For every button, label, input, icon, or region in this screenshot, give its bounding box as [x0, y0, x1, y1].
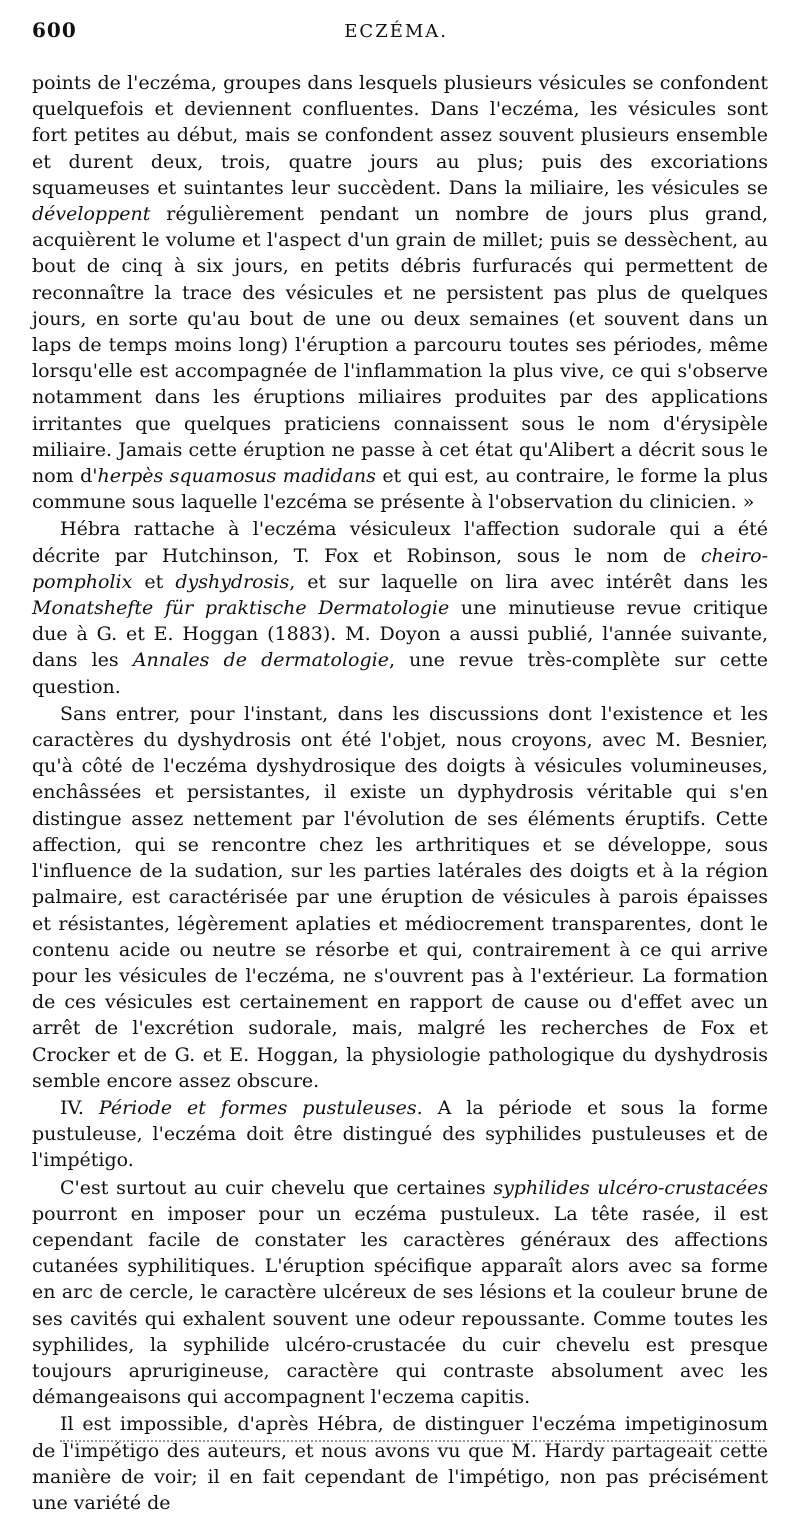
text-run: C'est surtout au cuir chevelu que certaines — [60, 1176, 494, 1199]
page-number: 600 — [32, 18, 77, 42]
text-run: Hébra rattache à l'eczéma vésiculeux l'affection sudorale qui a été décrite par Hutchinson, T. Fox et Robinson, sous le nom de — [32, 518, 768, 567]
text-run: une minutieuse revue critique due à G. et E. Hoggan (1883). M. Doyon a aussi publié, l'année suivante, dans les — [32, 597, 768, 672]
text-run: A la période et sous la forme pustuleuse, l'eczéma doit être distingué des syphilides pustuleuses et de l'impétigo. — [32, 1096, 769, 1172]
running-title: ECZÉMA. — [344, 21, 448, 42]
italic-text: syphilides ulcéro-crustacées — [493, 1176, 768, 1199]
paragraph — [32, 70, 768, 515]
body-text — [32, 70, 768, 1516]
text-run: régulièrement pendant un nombre de jours plus grand, acquièrent le volume et l'aspect d'un grain de millet; puis se dessèchent, au bout de cinq à six jours, en petits débris furfuracés qui permettent de reconnaître la trace des vésicules et ne persistent pas plus de quelques jours, en sorte qu'au bout de une ou deux semaines (et souvent dans un laps de temps moins long) l'éruption a parcouru toutes ses périodes, même lorsqu'elle est accompagnée de l'inflammation la plus vive, ce qui s'observe notamment dans les éruptions miliaires produites par des applications irritantes que quelques praticiens connaissent sous le nom d'érysipèle miliaire. Jamais cette éruption ne passe à cet état qu'Alibert a décrit sous le nom d' — [32, 203, 768, 488]
text-run: pourront en imposer pour un eczéma pustuleux. La tête rasée, il est cependant facile de constater les caractères généraux des affections cutanées syphilitiques. L'éruption spécifique apparaît alors avec sa forme en arc de cercle, le caractère ulcéreux de ses lésions et la couleur brune de ses cavités qui exhalent souvent une odeur repoussante. Comme toutes les syphilides, la syphilide ulcéro-crustacée du cuir chevelu est presque toujours aprurigineuse, caractère qui contraste absolument avec les démangeaisons qui accompagnent l'eczema capitis. — [32, 1202, 768, 1409]
italic-text: Monatshefte für praktische Dermatologie — [32, 597, 450, 620]
book-page — [32, 18, 768, 1517]
text-run: et — [132, 570, 176, 593]
text-run: IV. — [60, 1096, 99, 1119]
italic-text: dyshydrosis — [175, 570, 290, 593]
page-header — [32, 18, 768, 62]
italic-text: Annales de dermatologie — [132, 649, 389, 672]
italic-text: cheiro-pompholix — [32, 544, 768, 593]
italic-text: développent — [32, 203, 151, 226]
italic-text: Période et formes pustuleuses. — [98, 1096, 423, 1119]
paragraph — [32, 1411, 768, 1516]
text-run: , et sur laquelle on lira avec intérêt dans les — [289, 570, 768, 593]
paragraph — [32, 1175, 768, 1411]
paragraph — [32, 1095, 768, 1174]
footer-rule — [60, 1440, 765, 1442]
text-run: et qui est, au contraire, le forme la plus commune sous laquelle l'ezcéma se présente à l'observation du clinicien. » — [32, 465, 768, 514]
text-run: points de l'eczéma, groupes dans lesquels plusieurs vésicules se confondent quelquefois et deviennent confluentes. Dans l'eczéma, les vésicules sont fort petites au début, mais se confondent assez souvent plusieurs ensemble et durent deux, trois, quatre jours au plus; puis des excoriations squameuses et suintantes leur succèdent. Dans la miliaire, les vésicules se — [32, 72, 768, 199]
paragraph — [32, 516, 768, 699]
text-run: Il est impossible, d'après Hébra, de distinguer l'eczéma impetiginosum de l'impétigo des auteurs, et nous avons vu que M. Hardy partageait cette manière de voir; il en fait cependant de l'impétigo, non pas précisément une variété de — [32, 1413, 768, 1514]
paragraph — [32, 701, 768, 1094]
text-run: , une revue très-complète sur cette question. — [32, 649, 768, 698]
italic-text: herpès squamosus madidans — [97, 465, 376, 488]
text-run: Sans entrer, pour l'instant, dans les discussions dont l'existence et les caractères du dyshydrosis ont été l'objet, nous croyons, avec M. Besnier, qu'à côté de l'eczéma dyshydrosique des doigts à vésicules volumineuses, enchâssées et persistantes, il existe un dyphydrosis véritable qui s'en distingue assez nettement par l'évolution de ses éléments éruptifs. Cette affection, qui se rencontre chez les arthritiques et se développe, sous l'influence de la sudation, sur les parties latérales des doigts et à la région palmaire, est caractérisée par une éruption de vésicules à parois épaisses et résistantes, légèrement aplaties et médiocrement transparentes, dont le contenu acide ou neutre se résorbe et qui, contrairement à ce qui arrive pour les vésicules de l'eczéma, ne s'ouvrent pas à l'extérieur. La formation de ces vésicules est certainement en rapport de cause ou d'effet avec un arrêt de l'excrétion sudorale, mais, malgré les recherches de Fox et Crocker et de G. et E. Hoggan, la physiologie pathologique du dyshydrosis semble encore assez obscure. — [32, 702, 768, 1092]
